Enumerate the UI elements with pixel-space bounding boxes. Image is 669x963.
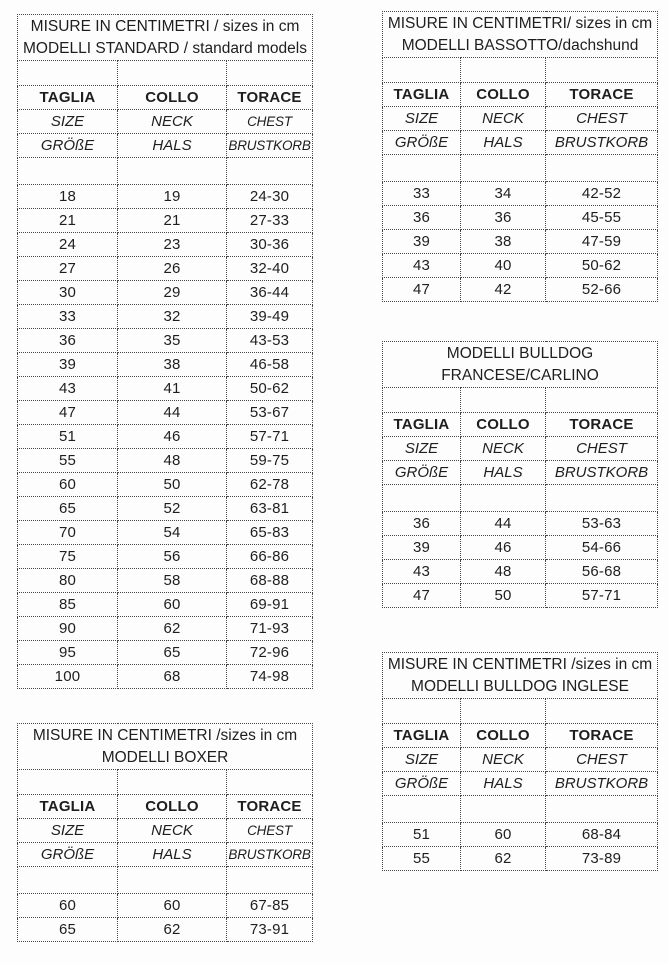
size-cell: 27 — [18, 257, 118, 281]
size-cell: 58 — [118, 569, 227, 593]
size-cell: 46 — [118, 425, 227, 449]
size-cell: 85 — [18, 593, 118, 617]
size-cell: 36 — [461, 206, 546, 230]
size-cell: 67-85 — [227, 894, 313, 918]
column-header: NECK — [461, 748, 546, 772]
size-cell: 62-78 — [227, 473, 313, 497]
size-cell: 59-75 — [227, 449, 313, 473]
size-cell: 80 — [18, 569, 118, 593]
size-cell: 65-83 — [227, 521, 313, 545]
table-row — [18, 593, 313, 617]
column-header: GRÖßE — [18, 843, 118, 867]
column-header: HALS — [461, 131, 546, 155]
column-header: COLLO — [461, 413, 546, 437]
spacer-cell — [461, 699, 546, 724]
table-title-line: MODELLI STANDARD / standard models — [23, 39, 307, 57]
table-row — [18, 521, 313, 545]
table-title-line: MODELLI BULLDOG INGLESE — [411, 677, 629, 695]
table-row — [18, 449, 313, 473]
column-header-row — [18, 134, 313, 158]
column-header: TAGLIA — [18, 795, 118, 819]
size-cell: 27-33 — [227, 209, 313, 233]
size-cell: 53-67 — [227, 401, 313, 425]
table-row — [18, 185, 313, 209]
size-cell: 50 — [461, 584, 546, 608]
table-row — [18, 425, 313, 449]
size-cell: 43-53 — [227, 329, 313, 353]
size-cell: 47-59 — [546, 230, 658, 254]
size-cell: 36 — [18, 329, 118, 353]
column-header: TORACE — [227, 795, 313, 819]
size-cell: 57-71 — [546, 584, 658, 608]
table-title — [383, 12, 658, 58]
column-header: NECK — [118, 110, 227, 134]
table-row — [18, 569, 313, 593]
size-cell: 62 — [118, 918, 227, 942]
column-header: TAGLIA — [383, 724, 461, 748]
table-row — [383, 230, 658, 254]
size-cell: 24 — [18, 233, 118, 257]
column-header: COLLO — [118, 795, 227, 819]
column-header: TORACE — [546, 83, 658, 107]
size-cell: 72-96 — [227, 641, 313, 665]
column-header: COLLO — [461, 724, 546, 748]
column-header-row — [383, 748, 658, 772]
spacer-cell — [546, 699, 658, 724]
size-table — [17, 14, 313, 689]
spacer-row — [383, 796, 658, 823]
table-row — [383, 560, 658, 584]
column-header: SIZE — [18, 110, 118, 134]
size-cell: 65 — [18, 918, 118, 942]
spacer-cell — [546, 155, 658, 182]
size-cell: 65 — [18, 497, 118, 521]
table-row — [18, 473, 313, 497]
column-header: TORACE — [227, 86, 313, 110]
column-header-row — [18, 86, 313, 110]
size-cell: 36 — [383, 206, 461, 230]
table-title-row — [18, 15, 313, 61]
table-title — [18, 15, 313, 61]
table-row — [18, 377, 313, 401]
size-cell: 52-66 — [546, 278, 658, 302]
size-cell: 43 — [383, 560, 461, 584]
table-row — [18, 257, 313, 281]
table-title-line: MISURE IN CENTIMETRI/ sizes in cm — [387, 14, 653, 32]
column-header: TAGLIA — [383, 83, 461, 107]
spacer-cell — [227, 867, 313, 894]
size-cell: 73-89 — [546, 847, 658, 871]
table-title-line: MODELLI BOXER — [101, 748, 229, 766]
size-cell: 33 — [18, 305, 118, 329]
column-header: NECK — [118, 819, 227, 843]
spacer-row — [383, 155, 658, 182]
size-cell: 40 — [461, 254, 546, 278]
size-cell: 43 — [383, 254, 461, 278]
size-table-bulldog-inglese — [382, 652, 657, 871]
column-header-row — [383, 131, 658, 155]
size-cell: 75 — [18, 545, 118, 569]
table-row — [18, 353, 313, 377]
size-cell: 45-55 — [546, 206, 658, 230]
size-cell: 55 — [18, 449, 118, 473]
column-header-row — [18, 819, 313, 843]
size-table-boxer — [17, 723, 312, 942]
spacer-cell — [18, 867, 118, 894]
column-header: BRUSTKORB — [546, 461, 658, 485]
spacer-row — [18, 61, 313, 86]
spacer-cell — [383, 155, 461, 182]
size-cell: 56-68 — [546, 560, 658, 584]
size-cell: 90 — [18, 617, 118, 641]
size-cell: 36-44 — [227, 281, 313, 305]
size-cell: 48 — [118, 449, 227, 473]
column-header-row — [383, 772, 658, 796]
size-cell: 65 — [118, 641, 227, 665]
size-cell: 32 — [118, 305, 227, 329]
table-row — [18, 497, 313, 521]
column-header: CHEST — [227, 110, 313, 134]
table-title-line: MODELLI BULLDOG — [446, 344, 594, 362]
table-row — [383, 847, 658, 871]
size-cell: 23 — [118, 233, 227, 257]
size-table — [17, 723, 313, 942]
column-header: HALS — [118, 843, 227, 867]
size-cell: 35 — [118, 329, 227, 353]
size-cell: 43 — [18, 377, 118, 401]
spacer-cell — [461, 485, 546, 512]
table-row — [383, 254, 658, 278]
size-cell: 24-30 — [227, 185, 313, 209]
size-cell: 39 — [18, 353, 118, 377]
spacer-cell — [227, 61, 313, 86]
size-cell: 73-91 — [227, 918, 313, 942]
size-cell: 55 — [383, 847, 461, 871]
column-header-row — [18, 110, 313, 134]
size-cell: 60 — [18, 894, 118, 918]
column-header: TAGLIA — [18, 86, 118, 110]
spacer-cell — [18, 158, 118, 185]
size-table — [382, 341, 658, 608]
spacer-cell — [383, 485, 461, 512]
table-title — [18, 724, 313, 770]
column-header: COLLO — [461, 83, 546, 107]
spacer-cell — [118, 867, 227, 894]
column-header: BRUSTKORB — [546, 131, 658, 155]
spacer-row — [18, 867, 313, 894]
size-cell: 46 — [461, 536, 546, 560]
size-cell: 68 — [118, 665, 227, 689]
size-table-bassotto — [382, 11, 657, 302]
size-cell: 60 — [461, 823, 546, 847]
size-cell: 66-86 — [227, 545, 313, 569]
table-title — [383, 342, 658, 388]
column-header-row — [383, 461, 658, 485]
table-title-row — [383, 342, 658, 388]
size-cell: 60 — [18, 473, 118, 497]
size-cell: 30-36 — [227, 233, 313, 257]
size-table — [382, 652, 658, 871]
column-header-row — [383, 83, 658, 107]
size-cell: 26 — [118, 257, 227, 281]
size-cell: 60 — [118, 593, 227, 617]
column-header: SIZE — [18, 819, 118, 843]
table-title-line: MISURE IN CENTIMETRI / sizes in cm — [30, 17, 300, 35]
spacer-cell — [461, 155, 546, 182]
column-header-row — [383, 724, 658, 748]
spacer-row — [18, 770, 313, 795]
size-cell: 41 — [118, 377, 227, 401]
column-header: TORACE — [546, 413, 658, 437]
size-cell: 18 — [18, 185, 118, 209]
size-cell: 36 — [383, 512, 461, 536]
spacer-cell — [227, 158, 313, 185]
column-header: HALS — [461, 461, 546, 485]
size-cell: 32-40 — [227, 257, 313, 281]
spacer-cell — [383, 388, 461, 413]
size-cell: 62 — [461, 847, 546, 871]
spacer-row — [383, 388, 658, 413]
column-header-row — [18, 843, 313, 867]
column-header: COLLO — [118, 86, 227, 110]
column-header: TORACE — [546, 724, 658, 748]
column-header: SIZE — [383, 437, 461, 461]
spacer-cell — [383, 796, 461, 823]
size-table-standard — [17, 14, 312, 689]
size-cell: 57-71 — [227, 425, 313, 449]
size-cell: 70 — [18, 521, 118, 545]
spacer-cell — [546, 485, 658, 512]
column-header: NECK — [461, 107, 546, 131]
spacer-cell — [383, 58, 461, 83]
size-cell: 39-49 — [227, 305, 313, 329]
column-header-row — [383, 413, 658, 437]
table-row — [18, 233, 313, 257]
column-header: HALS — [118, 134, 227, 158]
column-header: CHEST — [546, 437, 658, 461]
column-header: GRÖßE — [383, 461, 461, 485]
size-cell: 50-62 — [227, 377, 313, 401]
table-row — [18, 641, 313, 665]
table-row — [18, 209, 313, 233]
size-cell: 54-66 — [546, 536, 658, 560]
size-cell: 54 — [118, 521, 227, 545]
table-row — [18, 545, 313, 569]
size-cell: 60 — [118, 894, 227, 918]
size-cell: 47 — [383, 584, 461, 608]
spacer-row — [383, 58, 658, 83]
size-cell: 39 — [383, 536, 461, 560]
table-row — [383, 536, 658, 560]
size-cell: 51 — [383, 823, 461, 847]
size-cell: 42-52 — [546, 182, 658, 206]
column-header-row — [18, 795, 313, 819]
spacer-cell — [461, 58, 546, 83]
spacer-cell — [118, 61, 227, 86]
column-header: HALS — [461, 772, 546, 796]
column-header: TAGLIA — [383, 413, 461, 437]
size-cell: 51 — [18, 425, 118, 449]
column-header: SIZE — [383, 107, 461, 131]
column-header: CHEST — [546, 748, 658, 772]
size-cell: 53-63 — [546, 512, 658, 536]
column-header: BRUSTKORB — [227, 134, 313, 158]
size-cell: 47 — [383, 278, 461, 302]
spacer-cell — [461, 796, 546, 823]
spacer-cell — [118, 158, 227, 185]
size-cell: 19 — [118, 185, 227, 209]
column-header: GRÖßE — [383, 131, 461, 155]
size-cell: 44 — [461, 512, 546, 536]
size-cell: 33 — [383, 182, 461, 206]
size-cell: 95 — [18, 641, 118, 665]
table-title-line: MISURE IN CENTIMETRI /sizes in cm — [32, 726, 298, 744]
size-cell: 38 — [118, 353, 227, 377]
size-cell: 34 — [461, 182, 546, 206]
column-header: BRUSTKORB — [227, 843, 313, 867]
size-cell: 56 — [118, 545, 227, 569]
spacer-cell — [461, 388, 546, 413]
spacer-cell — [546, 796, 658, 823]
spacer-row — [383, 699, 658, 724]
spacer-cell — [18, 770, 118, 795]
column-header-row — [383, 107, 658, 131]
table-title-line: MISURE IN CENTIMETRI /sizes in cm — [387, 655, 653, 673]
size-table — [382, 11, 658, 302]
table-title-row — [18, 724, 313, 770]
spacer-cell — [383, 699, 461, 724]
table-row — [383, 512, 658, 536]
size-table-bulldog-francese — [382, 341, 657, 608]
size-cell: 71-93 — [227, 617, 313, 641]
table-title-row — [383, 653, 658, 699]
table-title-line: FRANCESE/CARLINO — [441, 366, 599, 384]
table-row — [383, 584, 658, 608]
size-cell: 21 — [18, 209, 118, 233]
spacer-cell — [18, 61, 118, 86]
size-cell: 39 — [383, 230, 461, 254]
size-cell: 42 — [461, 278, 546, 302]
spacer-row — [18, 158, 313, 185]
table-row — [383, 182, 658, 206]
table-row — [383, 823, 658, 847]
table-row — [18, 665, 313, 689]
size-cell: 50-62 — [546, 254, 658, 278]
column-header: GRÖßE — [18, 134, 118, 158]
column-header: CHEST — [546, 107, 658, 131]
size-cell: 50 — [118, 473, 227, 497]
column-header: SIZE — [383, 748, 461, 772]
size-cell: 44 — [118, 401, 227, 425]
table-row — [18, 894, 313, 918]
size-cell: 29 — [118, 281, 227, 305]
table-row — [383, 278, 658, 302]
spacer-cell — [118, 770, 227, 795]
table-title-row — [383, 12, 658, 58]
spacer-cell — [227, 770, 313, 795]
table-title-line: MODELLI BASSOTTO/dachshund — [401, 36, 639, 54]
column-header-row — [383, 437, 658, 461]
size-cell: 62 — [118, 617, 227, 641]
size-cell: 63-81 — [227, 497, 313, 521]
spacer-row — [383, 485, 658, 512]
size-cell: 48 — [461, 560, 546, 584]
spacer-cell — [546, 58, 658, 83]
table-row — [18, 281, 313, 305]
size-cell: 69-91 — [227, 593, 313, 617]
size-cell: 68-84 — [546, 823, 658, 847]
column-header: CHEST — [227, 819, 313, 843]
table-row — [18, 617, 313, 641]
table-title — [383, 653, 658, 699]
table-row — [18, 918, 313, 942]
column-header: NECK — [461, 437, 546, 461]
size-cell: 68-88 — [227, 569, 313, 593]
size-cell: 21 — [118, 209, 227, 233]
column-header: GRÖßE — [383, 772, 461, 796]
table-row — [383, 206, 658, 230]
size-cell: 46-58 — [227, 353, 313, 377]
spacer-cell — [546, 388, 658, 413]
size-cell: 30 — [18, 281, 118, 305]
table-row — [18, 401, 313, 425]
table-row — [18, 329, 313, 353]
size-cell: 38 — [461, 230, 546, 254]
column-header: BRUSTKORB — [546, 772, 658, 796]
size-cell: 52 — [118, 497, 227, 521]
size-cell: 100 — [18, 665, 118, 689]
size-cell: 47 — [18, 401, 118, 425]
table-row — [18, 305, 313, 329]
size-cell: 74-98 — [227, 665, 313, 689]
